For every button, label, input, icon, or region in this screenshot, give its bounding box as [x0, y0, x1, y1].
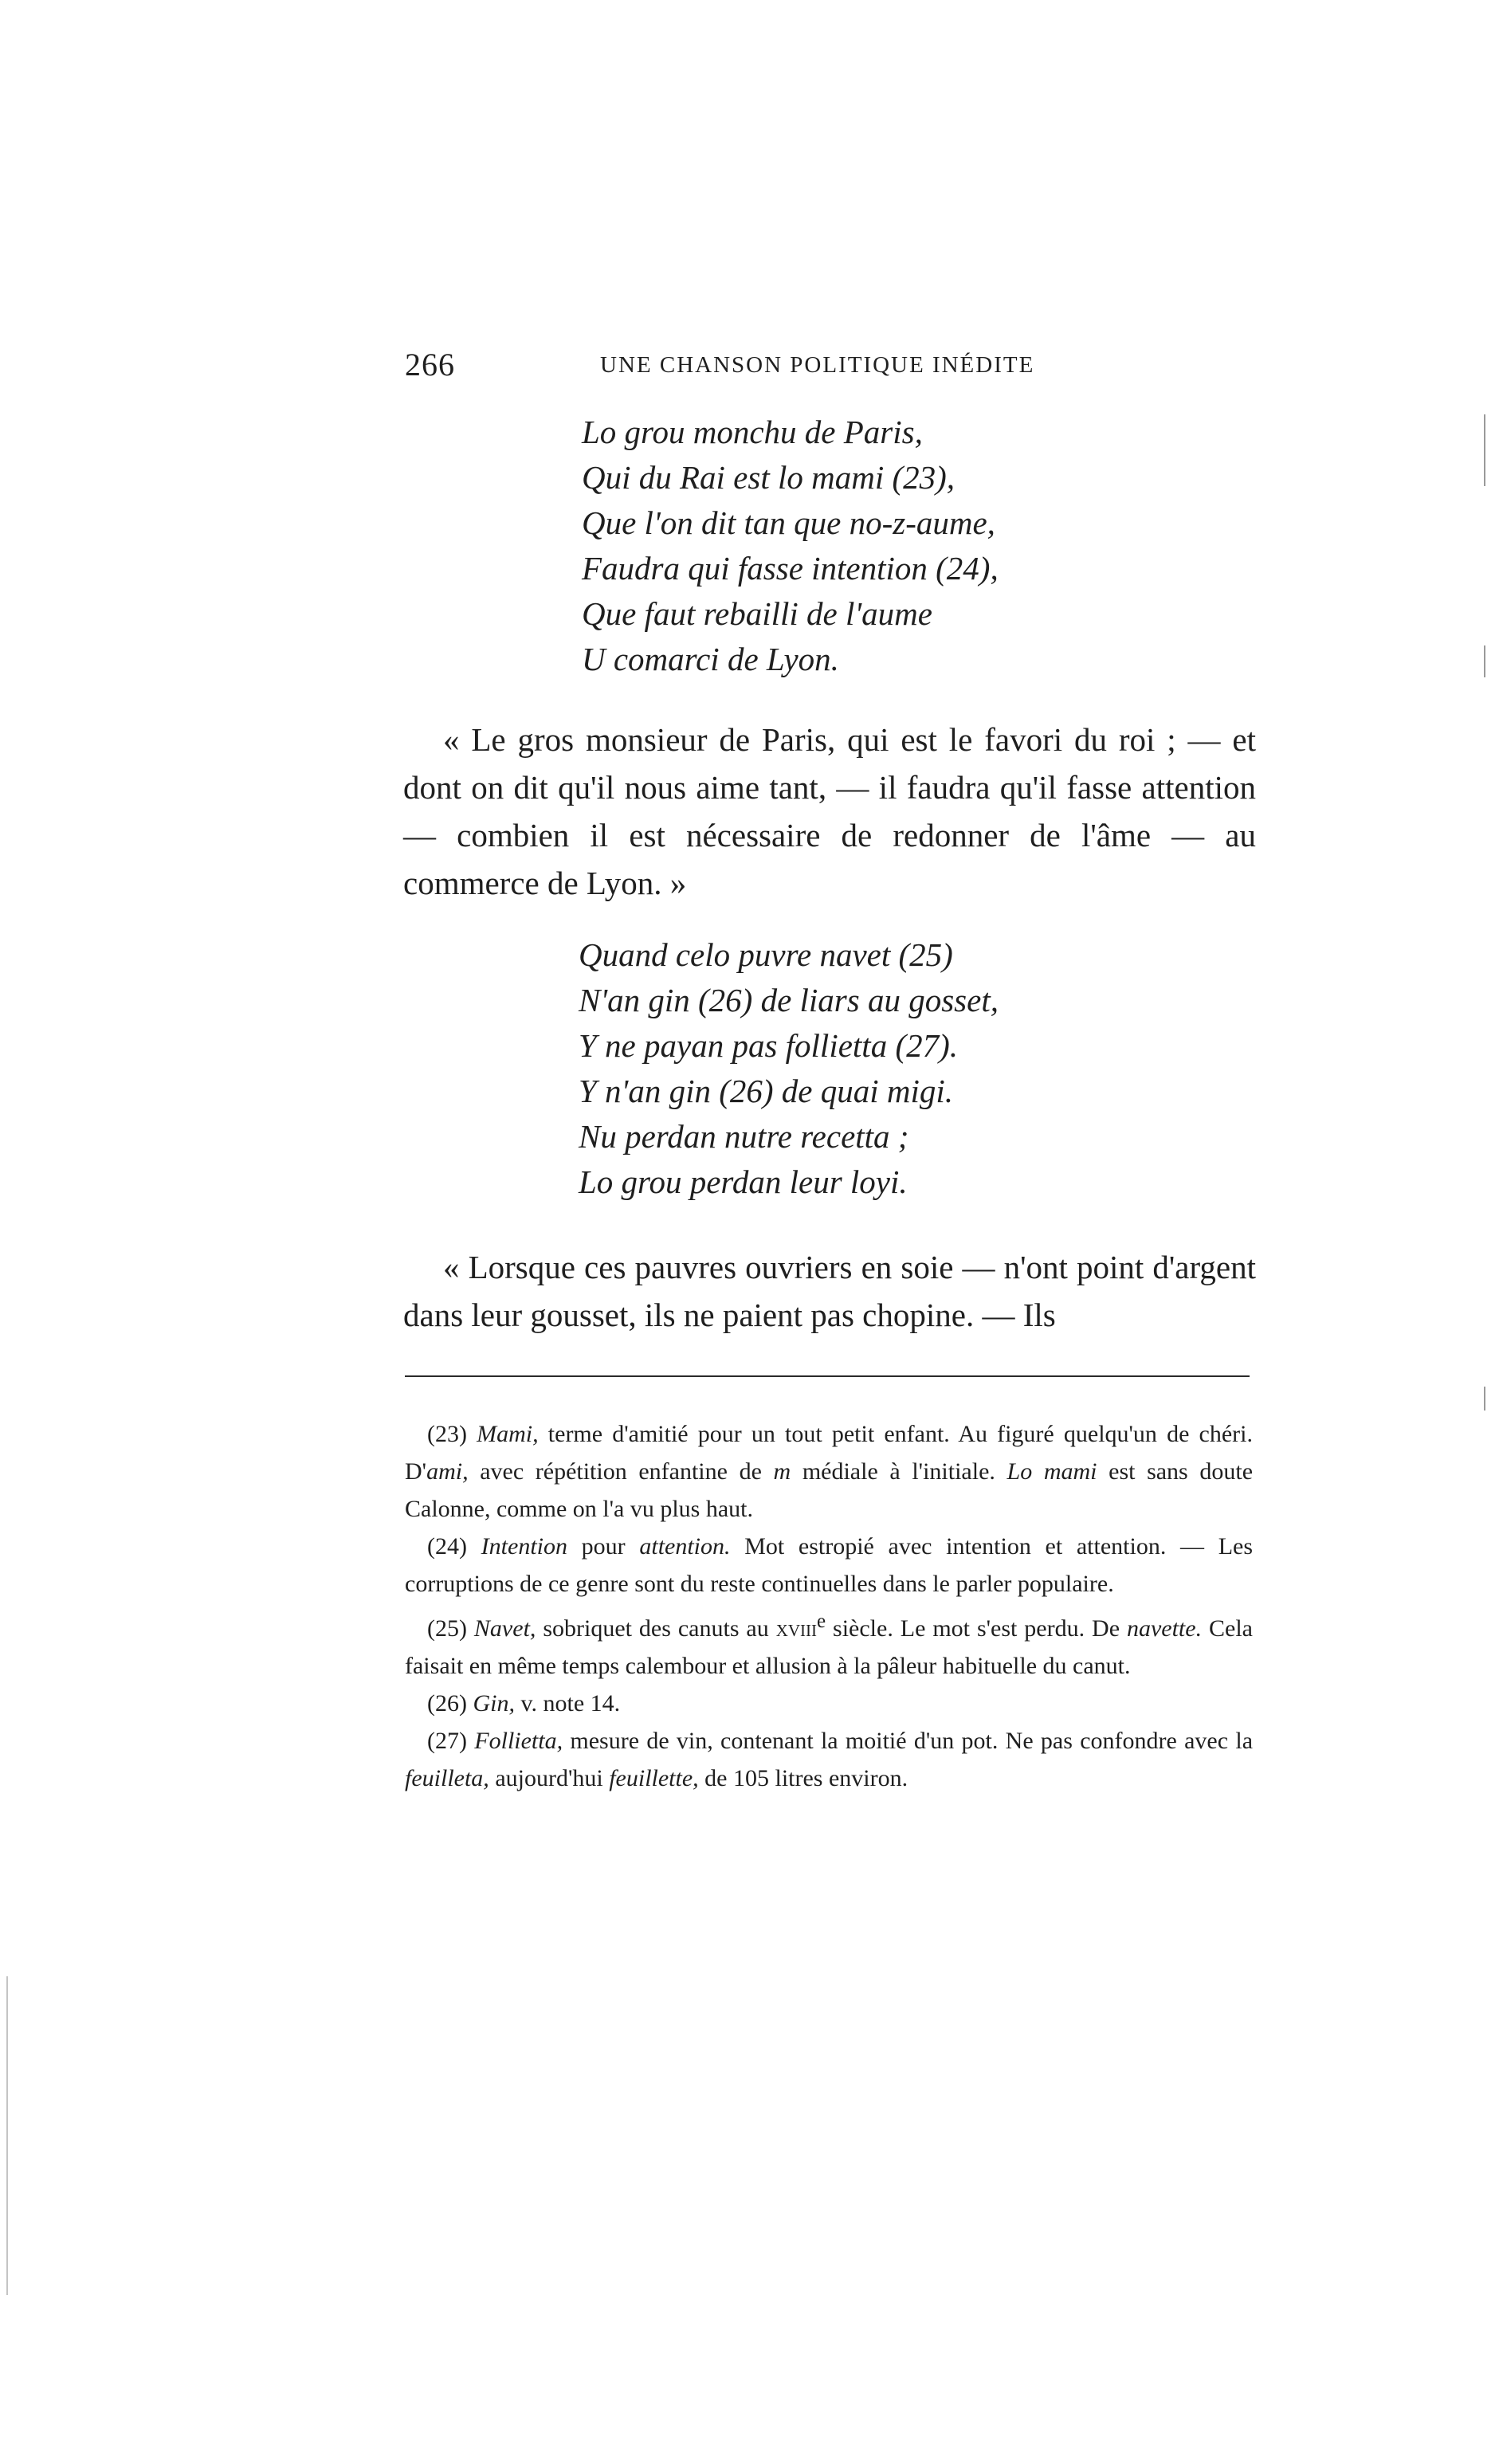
- paragraph-text: « Lorsque ces pauvres ouvriers en soie — n'ont point d'argent dans leur gousset, ils ne paient pas chopine. — Ils: [403, 1249, 1256, 1333]
- footnote-text: avec répétition enfantine de: [468, 1458, 774, 1485]
- footnote-ref: (24): [427, 1533, 467, 1560]
- footnote-ref: (25): [427, 1615, 467, 1642]
- footnote-term: navette.: [1126, 1615, 1203, 1642]
- verse-line: Faudra qui fasse intention (24),: [582, 550, 999, 587]
- scan-mark: [1484, 414, 1485, 486]
- footnote-term: ami,: [426, 1458, 469, 1485]
- verse-line: Lo grou monchu de Paris,: [582, 414, 923, 450]
- verse-line: Que l'on dit tan que no-z-aume,: [582, 504, 995, 541]
- verse-line: Y ne payan pas follietta (27).: [579, 1027, 959, 1064]
- stanza-2: [579, 932, 999, 1205]
- footnote-ref: (23): [427, 1421, 467, 1447]
- scan-mark: [1484, 1387, 1485, 1411]
- translation-paragraph-2: [403, 1243, 1256, 1339]
- footnote-text: pour: [567, 1533, 640, 1560]
- footnote-term: Gin,: [473, 1690, 515, 1717]
- footnote-term: m: [773, 1458, 791, 1485]
- running-title: UNE CHANSON POLITIQUE INÉDITE: [600, 352, 1035, 378]
- footnote-text: médiale à l'initiale.: [791, 1458, 1007, 1485]
- footnote-term: Lo mami: [1007, 1458, 1097, 1485]
- footnote-term: feuillette,: [609, 1765, 699, 1791]
- stanza-1: [582, 410, 999, 682]
- footnote-ref: (26): [427, 1690, 467, 1717]
- footnote-26: [405, 1685, 1253, 1722]
- footnote-23: [405, 1415, 1253, 1528]
- verse-line: N'an gin (26) de liars au gosset,: [579, 982, 999, 1018]
- footnote-text: siècle. Le mot s'est perdu. De: [826, 1615, 1127, 1642]
- page-header: [405, 346, 1258, 394]
- footnotes: [405, 1415, 1253, 1797]
- footnote-term: Mami,: [477, 1421, 539, 1447]
- verse-line: Y n'an gin (26) de quai migi.: [579, 1073, 953, 1109]
- footnote-text: mesure de vin, contenant la moitié d'un pot. Ne pas confondre avec la: [563, 1728, 1254, 1754]
- footnote-25: [405, 1603, 1253, 1685]
- verse-line: Que faut rebailli de l'aume: [582, 595, 932, 632]
- footnote-24: [405, 1528, 1253, 1603]
- verse-line: U comarci de Lyon.: [582, 641, 839, 677]
- verse-line: Nu perdan nutre recetta ;: [579, 1118, 909, 1155]
- footnote-27: [405, 1722, 1253, 1797]
- footnote-text: de 105 litres environ.: [698, 1765, 908, 1791]
- century-numeral: xviii: [775, 1615, 817, 1642]
- footnote-text: terme d'amitié pour un tout petit enfant. Au figuré quelqu'un de chéri. D': [405, 1421, 1254, 1485]
- footnote-term: attention.: [639, 1533, 731, 1560]
- footnote-text: Mot estropié avec intention et attention. — Les corruptions de ce genre sont du reste continuelles dans le parler populaire.: [405, 1533, 1254, 1597]
- footnote-term: Intention: [481, 1533, 567, 1560]
- footnote-text: Cela faisait en même temps calembour et allusion à la pâleur habituelle du canut.: [405, 1615, 1253, 1679]
- footnote-text: aujourd'hui: [489, 1765, 610, 1791]
- footnote-rule: [405, 1375, 1250, 1377]
- footnote-term: Follietta,: [474, 1728, 563, 1754]
- page-number: 266: [405, 347, 455, 383]
- verse-line: Lo grou perdan leur loyi.: [579, 1163, 908, 1200]
- verse-line: Qui du Rai est lo mami (23),: [582, 459, 956, 496]
- scan-mark: [1484, 645, 1485, 677]
- footnote-term: feuilleta,: [405, 1765, 489, 1791]
- footnote-text: v. note 14.: [514, 1690, 621, 1717]
- paragraph-text: « Le gros monsieur de Paris, qui est le favori du roi ; — et dont on dit qu'il nous aime tant, — il faudra qu'il fasse attention — combien il est nécessaire de redonner de l'âme — au commerce de Lyon. »: [403, 721, 1256, 901]
- scan-mark: [6, 1976, 8, 2295]
- footnote-term: Navet,: [473, 1615, 536, 1642]
- translation-paragraph-1: [403, 716, 1256, 907]
- verse-line: Quand celo puvre navet (25): [579, 936, 953, 973]
- footnote-text: est sans doute Calonne, comme on l'a vu plus haut.: [405, 1458, 1254, 1522]
- footnote-text: sobriquet des canuts au: [536, 1615, 776, 1642]
- footnote-ref: (27): [427, 1728, 467, 1754]
- superscript: e: [817, 1611, 826, 1632]
